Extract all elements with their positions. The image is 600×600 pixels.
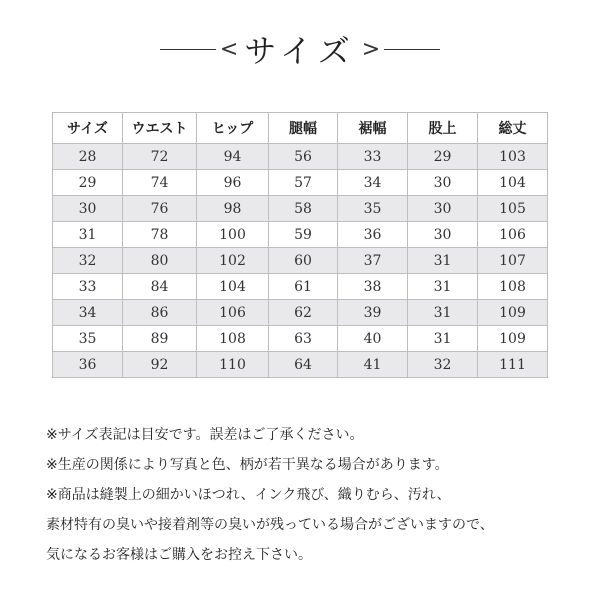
heading-right-bracket: > — [361, 36, 381, 62]
table-cell: 31 — [408, 248, 478, 274]
table-cell: 33 — [338, 144, 408, 170]
table-cell: 59 — [269, 222, 338, 248]
table-cell: 62 — [269, 300, 338, 326]
table-cell: 94 — [197, 144, 269, 170]
table-cell: 103 — [478, 144, 548, 170]
note-line: ※サイズ表記は目安です。誤差はご了承ください。 — [46, 427, 364, 443]
table-cell: 31 — [53, 222, 123, 248]
table-cell: 78 — [123, 222, 197, 248]
table-cell: 98 — [197, 196, 269, 222]
header-size: サイズ — [53, 113, 123, 144]
section-heading — [0, 24, 600, 74]
table-cell: 56 — [269, 144, 338, 170]
table-row — [53, 144, 548, 170]
table-cell: 35 — [53, 326, 123, 352]
table-cell: 28 — [53, 144, 123, 170]
heading-right-line — [384, 49, 440, 50]
table-cell: 29 — [53, 170, 123, 196]
table-cell: 40 — [338, 326, 408, 352]
table-cell: 74 — [123, 170, 197, 196]
table-row — [53, 248, 548, 274]
table-cell: 63 — [269, 326, 338, 352]
table-cell: 36 — [53, 352, 123, 378]
table-cell: 58 — [269, 196, 338, 222]
table-cell: 111 — [478, 352, 548, 378]
table-cell: 104 — [197, 274, 269, 300]
table-row — [53, 170, 548, 196]
table-cell: 30 — [408, 222, 478, 248]
table-cell: 34 — [53, 300, 123, 326]
table-row — [53, 352, 548, 378]
table-cell: 108 — [478, 274, 548, 300]
table-cell: 39 — [338, 300, 408, 326]
table-cell: 41 — [338, 352, 408, 378]
table-cell: 30 — [408, 196, 478, 222]
header-rise: 股上 — [408, 113, 478, 144]
table-cell: 104 — [478, 170, 548, 196]
header-hem: 裾幅 — [338, 113, 408, 144]
table-cell: 64 — [269, 352, 338, 378]
table-cell: 32 — [53, 248, 123, 274]
table-cell: 30 — [408, 170, 478, 196]
table-cell: 31 — [408, 274, 478, 300]
notes — [46, 420, 586, 570]
table-cell: 107 — [478, 248, 548, 274]
table-cell: 38 — [338, 274, 408, 300]
table-cell: 92 — [123, 352, 197, 378]
table-cell: 34 — [338, 170, 408, 196]
header-length: 総丈 — [478, 113, 548, 144]
table-header-row — [53, 113, 548, 144]
table-cell: 31 — [408, 326, 478, 352]
table-cell: 36 — [338, 222, 408, 248]
table-row — [53, 300, 548, 326]
table-cell: 72 — [123, 144, 197, 170]
table-cell: 89 — [123, 326, 197, 352]
table-row — [53, 326, 548, 352]
table-cell: 31 — [408, 300, 478, 326]
table-cell: 32 — [408, 352, 478, 378]
table-cell: 100 — [197, 222, 269, 248]
table-row — [53, 222, 548, 248]
table-row — [53, 274, 548, 300]
table-cell: 84 — [123, 274, 197, 300]
table-cell: 110 — [197, 352, 269, 378]
table-cell: 80 — [123, 248, 197, 274]
table-cell: 108 — [197, 326, 269, 352]
table-row — [53, 196, 548, 222]
table-cell: 29 — [408, 144, 478, 170]
table-cell: 30 — [53, 196, 123, 222]
table-cell: 35 — [338, 196, 408, 222]
header-waist: ウエスト — [123, 113, 197, 144]
note-line: ※生産の関係により写真と色、柄が若干異なる場合があります。 — [46, 457, 449, 473]
note-line: 素材特有の臭いや接着剤等の臭いが残っている場合がございますので、 — [46, 517, 494, 533]
page-title: サイズ — [244, 32, 356, 70]
table-cell: 60 — [269, 248, 338, 274]
table-cell: 105 — [478, 196, 548, 222]
heading-left-line — [160, 49, 216, 50]
table-cell: 57 — [269, 170, 338, 196]
table-cell: 37 — [338, 248, 408, 274]
heading-left-bracket: < — [219, 36, 239, 62]
table-cell: 106 — [197, 300, 269, 326]
table-cell: 33 — [53, 274, 123, 300]
table-cell: 106 — [478, 222, 548, 248]
header-thigh: 腿幅 — [269, 113, 338, 144]
note-line: ※商品は縫製上の細かいほつれ、インク飛び、織りむら、汚れ、 — [46, 487, 451, 503]
table-cell: 76 — [123, 196, 197, 222]
table-body — [53, 144, 548, 378]
table-cell: 102 — [197, 248, 269, 274]
table-cell: 61 — [269, 274, 338, 300]
header-hip: ヒップ — [197, 113, 269, 144]
table-cell: 109 — [478, 326, 548, 352]
size-table — [52, 112, 548, 378]
table-cell: 86 — [123, 300, 197, 326]
table-cell: 109 — [478, 300, 548, 326]
note-line: 気になるお客様はご購入をお控え下さい。 — [46, 547, 312, 563]
table-cell: 96 — [197, 170, 269, 196]
